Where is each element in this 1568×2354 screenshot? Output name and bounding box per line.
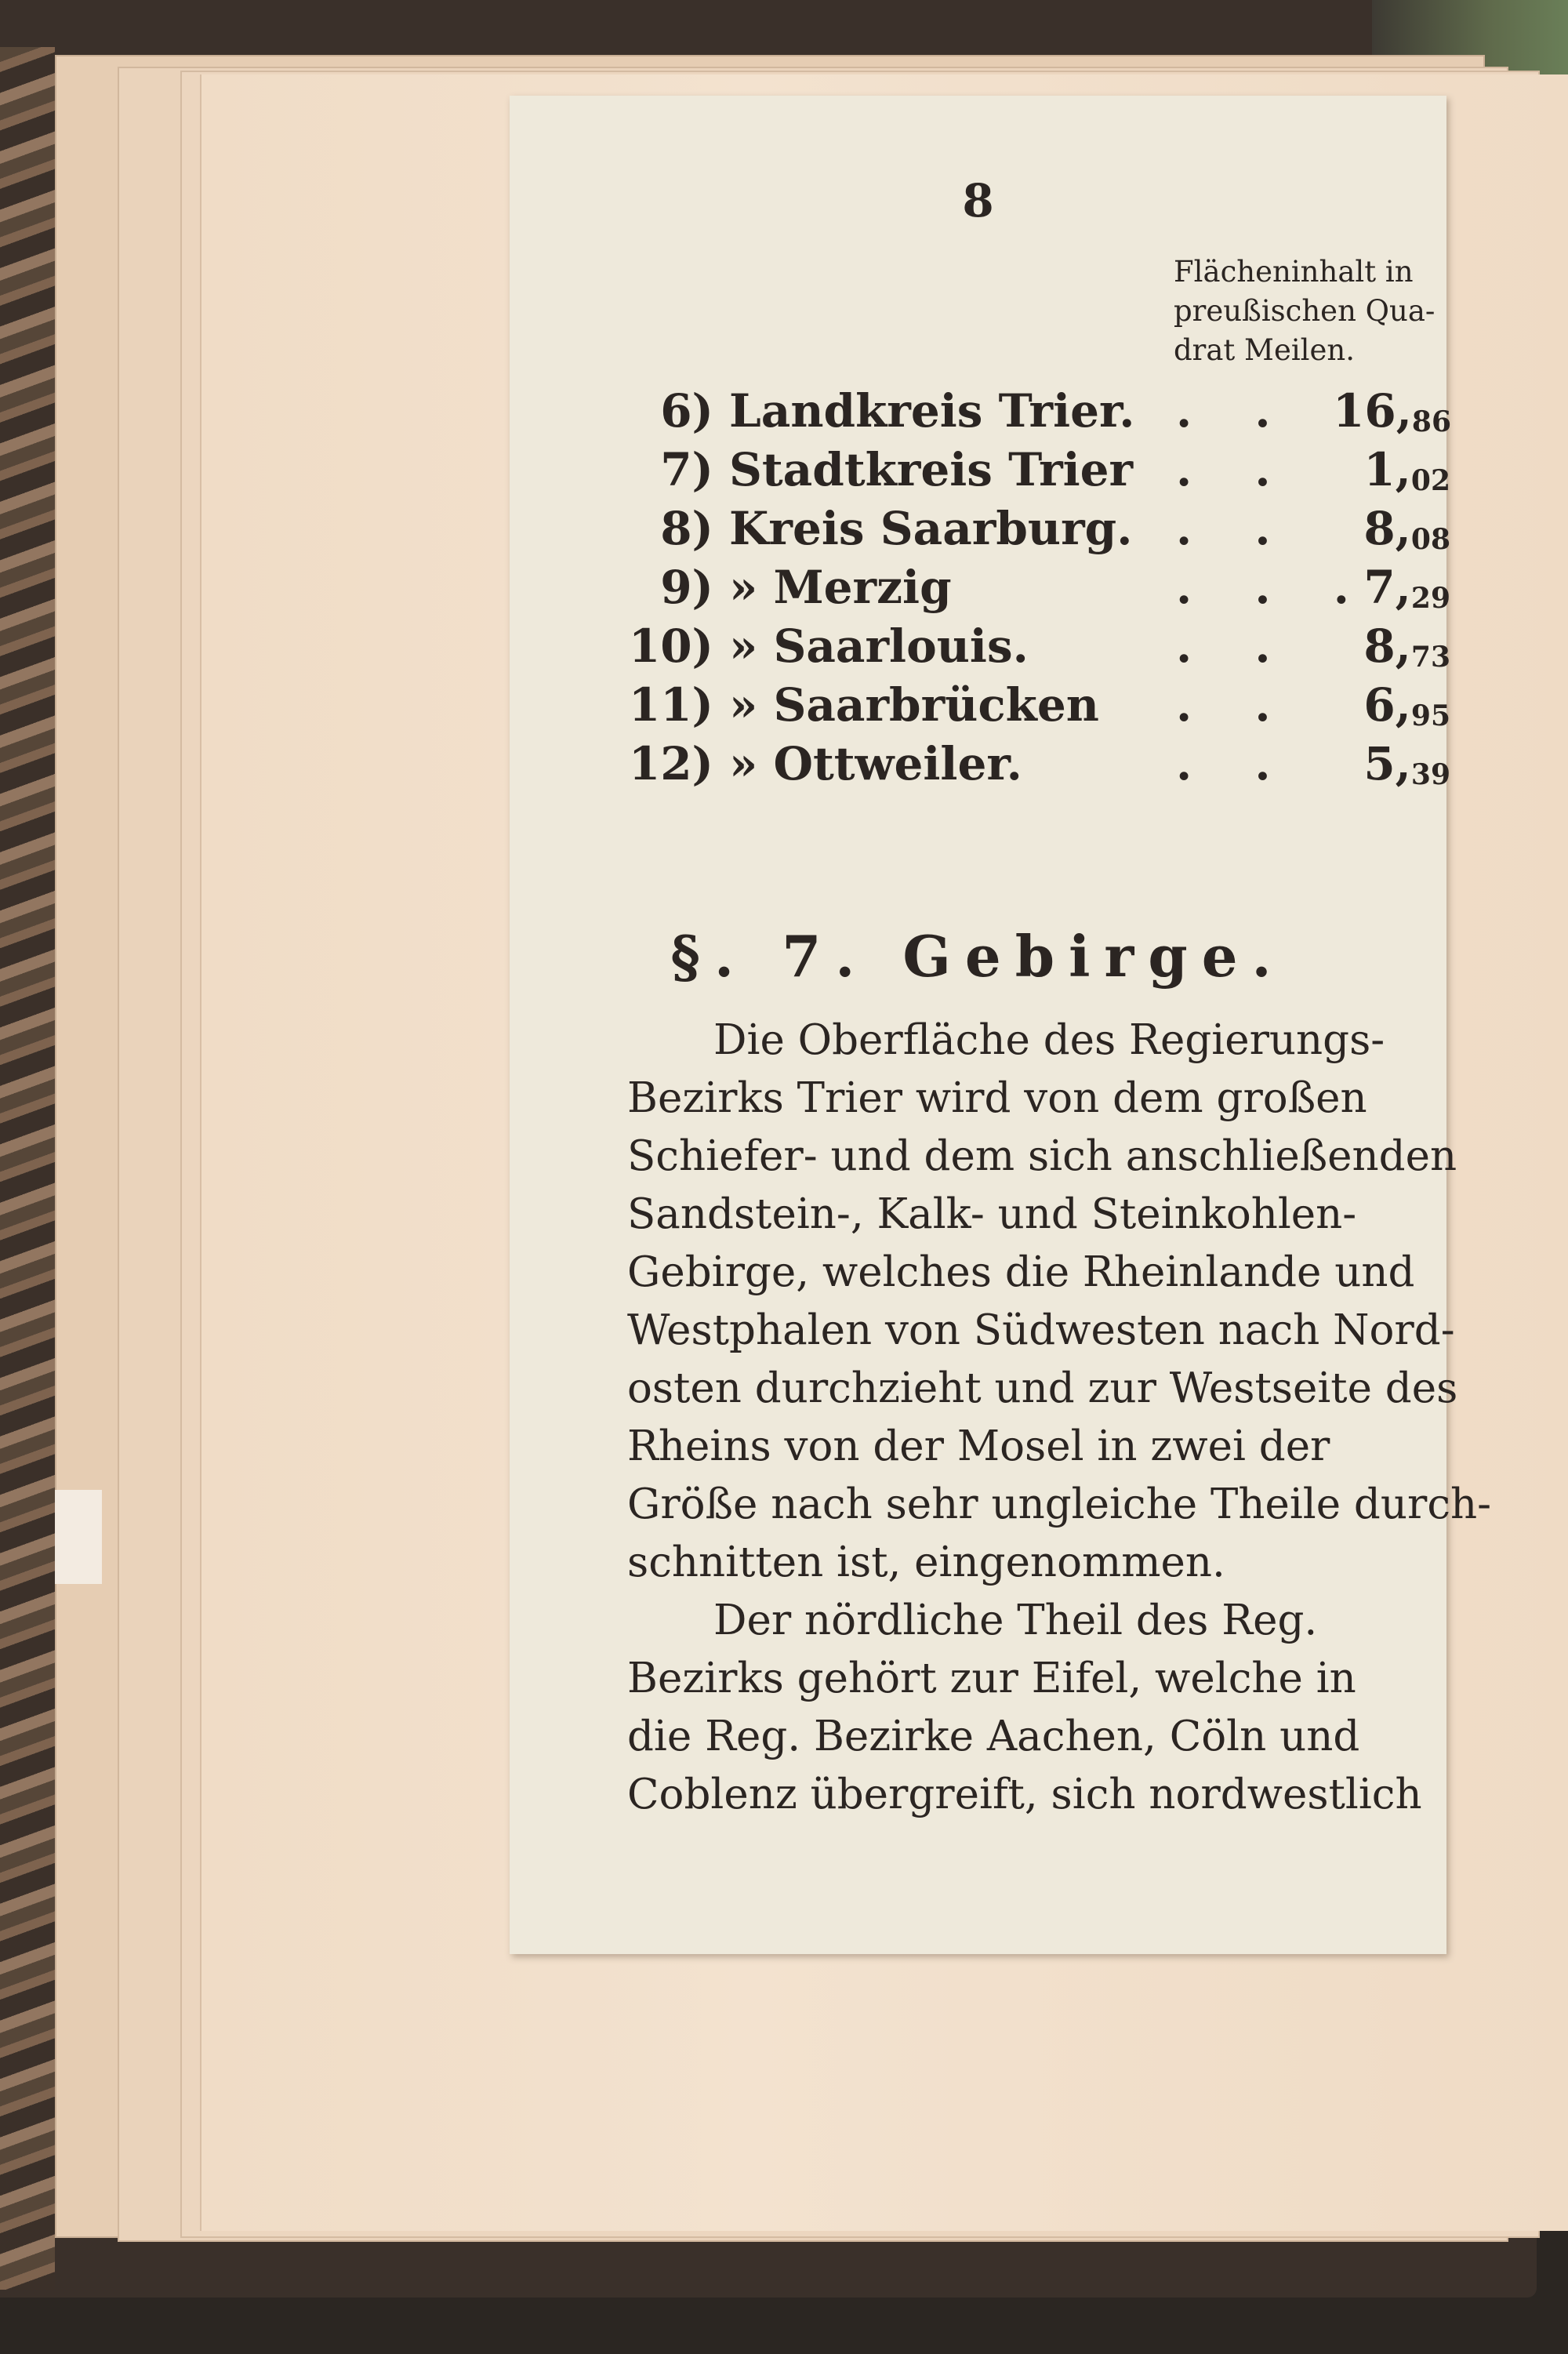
area-value: 1,02 (1363, 443, 1450, 497)
leader-dots: . . (1176, 619, 1294, 673)
row-number: 6) (660, 384, 713, 438)
district-name: » Saarlouis. (729, 619, 1029, 673)
district-name: » Merzig (729, 561, 952, 614)
text-line: Gebirge, welches die Rheinlande und (627, 1248, 1415, 1296)
text-line: Bezirks gehört zur Eifel, welche in (627, 1655, 1356, 1702)
paragraph (627, 1012, 1492, 1592)
table-row (627, 617, 1450, 676)
district-name: Landkreis Trier. (729, 384, 1135, 438)
leader-dots: . . (1176, 443, 1294, 496)
section-title: §. 7. Gebirge. (670, 923, 1286, 990)
table-row (627, 676, 1450, 735)
text-line: Rheins von der Mosel in zwei der (627, 1422, 1330, 1470)
leader-dots: . . (1176, 384, 1294, 438)
row-number: 11) (628, 678, 713, 732)
leader-dots: . . (1176, 678, 1294, 732)
text-line: die Reg. Bezirke Aachen, Cöln und (627, 1713, 1360, 1760)
area-value: 7,29 (1363, 561, 1450, 615)
column-header (1174, 252, 1444, 370)
table-row (627, 558, 1450, 617)
leader-dots: . . (1176, 502, 1294, 555)
column-header-line: drat Meilen. (1174, 333, 1355, 367)
row-number: 12) (628, 737, 713, 790)
area-value: 8,08 (1363, 502, 1450, 556)
area-value: 8,73 (1363, 619, 1450, 674)
paragraph (627, 1592, 1427, 1824)
district-name: » Ottweiler. (729, 737, 1022, 790)
leader-dots: . . (1176, 737, 1294, 790)
text-line: Größe nach sehr ungleiche Theile durch- (627, 1480, 1492, 1528)
text-line: schnitten ist, eingenommen. (627, 1538, 1225, 1586)
text-line: Die Oberfläche des Regierungs- (713, 1016, 1385, 1064)
area-value: 16,86 (1333, 384, 1452, 438)
area-value: 6,95 (1363, 678, 1450, 732)
paper-scrap (55, 1490, 102, 1584)
marbled-edge (0, 47, 55, 2290)
page-number: 8 (962, 174, 994, 227)
leader-dots: . . . (1176, 561, 1373, 614)
district-name: Stadtkreis Trier (729, 443, 1134, 496)
row-number: 10) (628, 619, 713, 673)
table-row (627, 441, 1450, 499)
row-number: 9) (660, 561, 713, 614)
text-line: osten durchzieht und zur Westseite des (627, 1364, 1458, 1412)
area-value: 5,39 (1363, 737, 1450, 791)
text-line: Schiefer- und dem sich anschließenden (627, 1132, 1457, 1180)
text-line: Bezirks Trier wird von dem großen (627, 1074, 1367, 1122)
text-line: Sandstein-, Kalk- und Steinkohlen- (627, 1190, 1357, 1238)
district-name: » Saarbrücken (729, 678, 1099, 732)
text-line: Der nördliche Theil des Reg. (713, 1597, 1318, 1644)
district-name: Kreis Saarburg. (729, 502, 1133, 555)
column-header-line: preußischen Qua- (1174, 294, 1436, 328)
table-row (627, 382, 1450, 441)
table-row (627, 499, 1450, 558)
printed-slip (510, 96, 1492, 1954)
table-row (627, 735, 1450, 794)
text-line: Coblenz übergreift, sich nordwestlich (627, 1771, 1422, 1818)
row-number: 8) (660, 502, 713, 555)
column-header-line: Flächeninhalt in (1174, 255, 1414, 289)
text-line: Westphalen von Südwesten nach Nord- (627, 1306, 1455, 1354)
row-number: 7) (660, 443, 713, 496)
